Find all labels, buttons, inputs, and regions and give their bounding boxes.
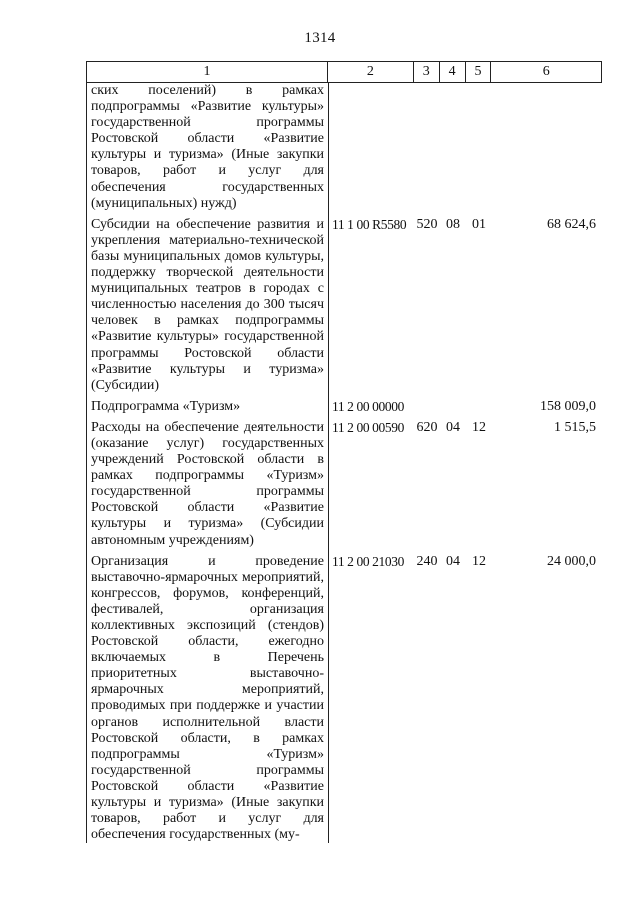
table-row [86,420,602,549]
row-pr [466,399,492,415]
row-rz [440,399,466,415]
row-pr: 12 [472,419,486,435]
row-code: 11 2 00 00000 [332,398,404,414]
row-sum: 24 000,0 [547,553,596,569]
row-code: 11 2 00 21030 [332,553,404,569]
row-pr: 12 [472,553,486,569]
row-code [328,83,414,212]
row-vr [414,83,440,212]
table-row [86,83,602,212]
page-number: 1314 [304,30,336,46]
row-pr [466,83,492,212]
row-code: 11 1 00 R5580 [332,216,407,232]
row-vr: 520 [416,216,438,232]
table-body [86,83,602,843]
row-name: ских поселений) в рамках подпрограммы «Развитие культуры» государственной программы Ростовской области «Развитие культуры и туризма» (Иные закупки товаров, работ и услуг для обеспечения государственных (муниципальных) нужд) [91,83,324,211]
row-name: Подпрограмма «Туризм» [91,398,241,414]
row-name: Организация и проведение выставочно-ярмарочных мероприятий, конгрессов, форумов, конференций, фестивалей, организация коллективных экспозиций (стендов) Ростовской области, ежегодно включаемых в Перечень приоритетных выставочно-ярмарочных мероприятий, проводимых при поддержке и участии органов исполнительной власти Ростовской области, в рамках подпрограммы «Туризм» государственной программы Ростовской области «Развитие культуры и туризма» (Иные закупки товаров, работ и услуг для обеспечения государственных (му- [91,553,324,843]
row-code: 11 2 00 00590 [332,419,404,435]
row-sum: 158 009,0 [540,398,596,414]
row-name: Субсидии на обеспечение развития и укрепления материально-технической базы муниципальных домов культуры, поддержку творческой деятельности муниципальных театров в городах с численностью населения до 300 тысяч человек в рамках подпрограммы «Развитие культуры» государственной программы Ростовской области «Развитие культуры и туризма» (Субсидии) [91,216,324,393]
header-col-1: 1 [87,62,328,82]
table-row [86,217,602,394]
row-sum: 68 624,6 [547,216,596,232]
row-pr: 01 [472,216,486,232]
row-name: Расходы на обеспечение деятельности (оказание услуг) государственных учреждений Ростовской области в рамках подпрограммы «Туризм» государственной программы Ростовской области «Развитие культуры и туризма» (Субсидии автономным учреждениям) [91,419,324,548]
header-col-3: 3 [414,62,440,82]
column-divider [328,83,329,843]
header-col-4: 4 [440,62,466,82]
row-vr: 620 [416,419,438,435]
table-row [86,554,602,844]
row-vr [414,399,440,415]
table-left-border [86,83,87,843]
table-header [86,61,602,83]
row-rz: 08 [446,216,460,232]
budget-table [86,61,602,843]
row-vr: 240 [416,553,438,569]
row-rz [440,83,466,212]
row-rz: 04 [446,419,460,435]
table-row [86,399,602,415]
row-sum [492,83,602,212]
header-col-6: 6 [542,64,550,79]
row-rz: 04 [446,553,460,569]
row-sum: 1 515,5 [554,419,596,435]
header-col-5: 5 [466,62,492,82]
header-col-2: 2 [328,62,414,82]
